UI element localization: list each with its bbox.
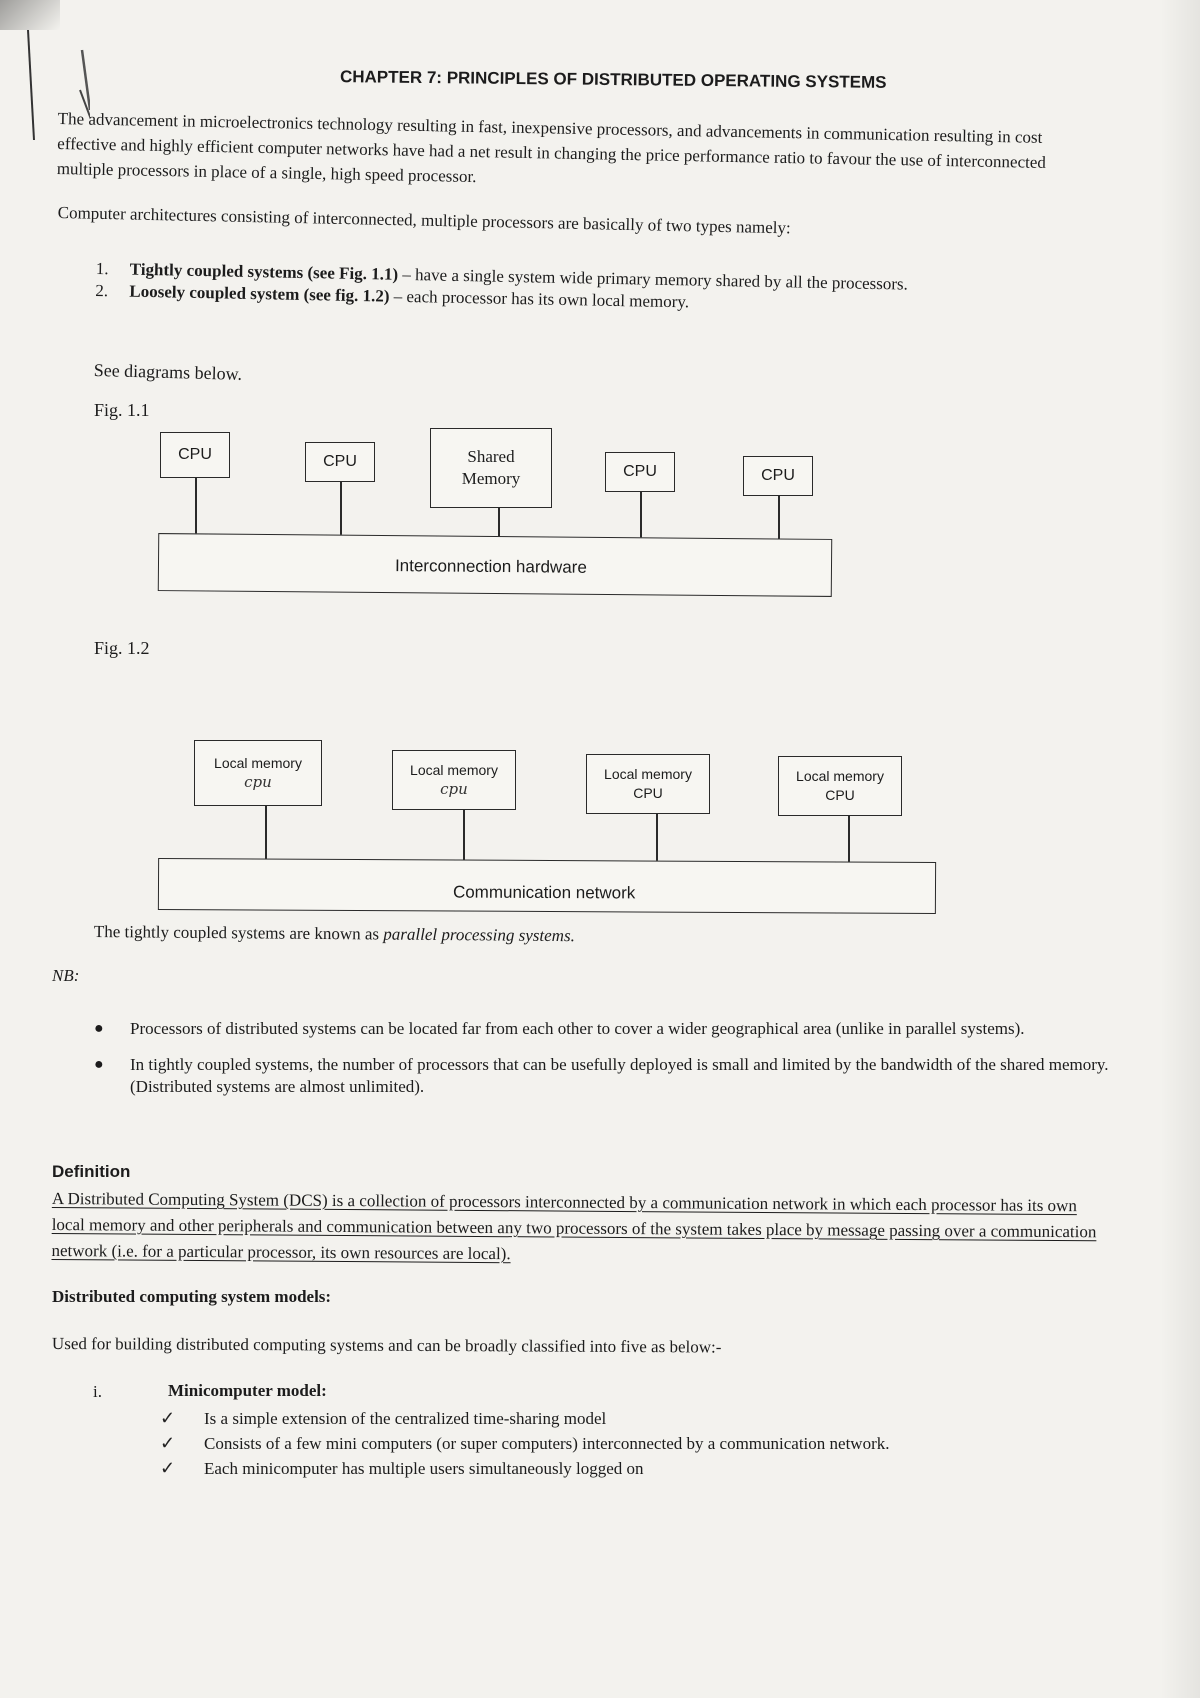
checkmark-icon: ✓ <box>160 1408 176 1428</box>
shared-memory-label-2: Memory <box>461 469 521 488</box>
node-cpu-label: CPU <box>825 787 855 803</box>
node-box <box>586 754 710 814</box>
connector-line <box>265 806 267 862</box>
nb-bullet-list <box>94 1018 1114 1112</box>
tight-note-italic: parallel processing systems. <box>383 924 575 946</box>
checkmark-icon: ✓ <box>160 1433 176 1453</box>
model-item-title: Minicomputer model: <box>168 1381 327 1400</box>
fig-1-2-caption: Fig. 1.2 <box>94 638 150 658</box>
node-box <box>392 750 516 810</box>
tight-coupling-note <box>94 922 575 946</box>
point-text: Each minicomputer has multiple users simultaneously logged on <box>204 1459 644 1478</box>
list-number: 1. <box>95 258 109 279</box>
models-heading: Distributed computing system models: <box>52 1287 332 1306</box>
list-number: 2. <box>95 280 109 301</box>
communication-network-label: Communication network <box>452 882 636 903</box>
communication-network-bar <box>158 858 936 914</box>
connector-line <box>463 810 465 866</box>
connector-line <box>340 482 342 542</box>
cpu-box: CPU <box>160 432 230 478</box>
shared-memory-box <box>430 428 552 508</box>
tight-note-text: The tightly coupled systems are known as <box>93 922 384 944</box>
bullet-text: Processors of distributed systems can be located far from each other to cover a wider geographical area (unlike in parallel systems). <box>130 1019 1025 1038</box>
chapter-title: CHAPTER 7: PRINCIPLES OF DISTRIBUTED OPERATING SYSTEMS <box>339 67 887 92</box>
see-diagrams-note: See diagrams below. <box>93 360 243 384</box>
cpu-box: CPU <box>305 442 375 482</box>
interconnection-bus <box>158 533 832 597</box>
node-cpu-label: cpu <box>244 773 272 791</box>
intro-paragraph-1: The advancement in microelectronics technology resulting in fast, inexpensive processors, and advancements in communication resulting in cost effective and highly efficient computer networks have had a net result in changing the price performance ratio to favour the use of interconnected multiple processors in place of a single, high speed processor. <box>56 108 1047 187</box>
list-item <box>160 1406 890 1431</box>
node-memory-label: Local memory <box>214 755 302 771</box>
model-item-number: i. <box>93 1382 102 1401</box>
node-memory-label: Local memory <box>796 768 884 784</box>
list-item <box>160 1431 890 1456</box>
node-cpu-label: CPU <box>633 785 663 801</box>
list-item-text: – have a single system wide primary memory shared by all the processors. <box>397 264 909 294</box>
list-item-text: – each processor has its own local memory. <box>389 286 690 312</box>
connector-line <box>195 478 197 538</box>
node-cpu-label: cpu <box>440 780 468 798</box>
nb-label: NB: <box>52 966 80 985</box>
point-text: Is a simple extension of the centralized time-sharing model <box>204 1409 607 1428</box>
minicomputer-points <box>160 1406 890 1481</box>
intro-paragraph-2: Computer architectures consisting of interconnected, multiple processors are basically of two types namely: <box>57 202 791 238</box>
checkmark-icon: ✓ <box>160 1458 176 1478</box>
fig-1-1-caption: Fig. 1.1 <box>94 400 150 420</box>
node-box <box>778 756 902 816</box>
list-item <box>94 1054 1114 1098</box>
node-memory-label: Local memory <box>604 766 692 782</box>
interconnection-label: Interconnection hardware <box>394 556 587 577</box>
shared-memory-label-1: Shared <box>467 447 515 466</box>
cpu-box: CPU <box>605 452 675 492</box>
list-item <box>94 1018 1114 1040</box>
point-text: Consists of a few mini computers (or super computers) interconnected by a communication network. <box>204 1434 890 1453</box>
list-item <box>160 1456 890 1481</box>
bullet-text: In tightly coupled systems, the number of processors that can be usefully deployed is small and limited by the bandwidth of the shared memory. (Distributed systems are almost unlimited). <box>130 1055 1109 1096</box>
cpu-box: CPU <box>743 456 813 496</box>
node-memory-label: Local memory <box>410 762 498 778</box>
definition-heading: Definition <box>52 1162 131 1181</box>
architecture-types-list <box>95 258 1076 321</box>
list-item-label: Loosely coupled system (see fig. 1.2) <box>129 281 390 306</box>
page-edge-shadow <box>1160 0 1200 1698</box>
list-item-label: Tightly coupled systems (see Fig. 1.1) <box>129 259 399 284</box>
models-intro: Used for building distributed computing systems and can be broadly classified into five as below:- <box>51 1334 722 1357</box>
bullet-icon: ● <box>94 1056 104 1073</box>
bullet-icon: ● <box>94 1020 104 1037</box>
definition-text: A Distributed Computing System (DCS) is a collection of processors interconnected by a communication network in which each processor has its own local memory and other peripherals and communication between any two processors of the system takes place by message passing over a communication network (i.e. for a particular processor, its own resources are local). <box>51 1188 1097 1264</box>
node-box <box>194 740 322 806</box>
